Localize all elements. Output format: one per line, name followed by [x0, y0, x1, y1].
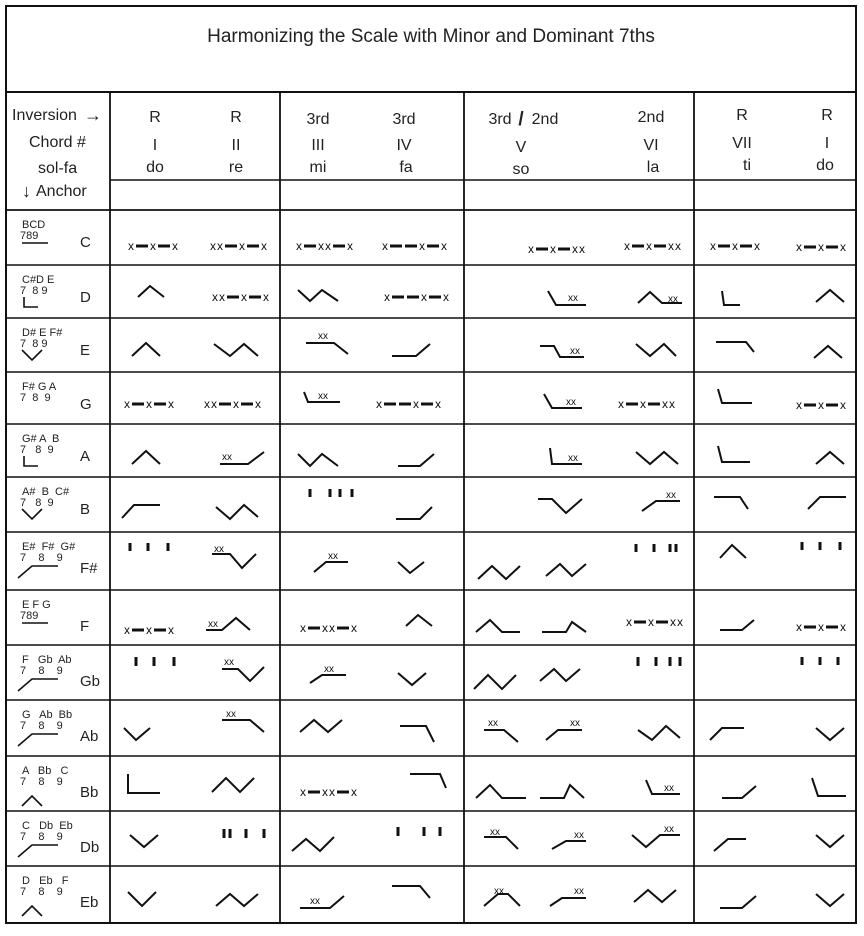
contour-mark: x: [646, 239, 652, 253]
inversion-header: R: [149, 109, 161, 126]
contour-mark: x: [413, 397, 419, 411]
contour-mark: x: [212, 290, 218, 304]
contour-mark: x: [618, 397, 624, 411]
contour-shape: [300, 720, 342, 732]
inversion-header: 2nd: [637, 109, 665, 126]
contour-shape: [122, 505, 160, 518]
contour-mark: x: [325, 239, 331, 253]
contour-shape: [638, 726, 680, 740]
contour-shape: [398, 454, 434, 466]
anchor-numbers: 7 8 9: [20, 497, 54, 509]
contour-mark: x: [754, 239, 760, 253]
contour-shape: [812, 778, 846, 796]
xx-mark: xx: [494, 886, 504, 897]
xx-mark: xx: [490, 827, 500, 838]
xx-mark: xx: [324, 664, 334, 675]
anchor-key: A: [80, 448, 91, 465]
anchor-key: C: [80, 234, 91, 251]
anchor-key: Db: [80, 839, 100, 856]
contour-shape: [396, 507, 432, 519]
contour-mark: x: [168, 623, 174, 637]
contour-shape: [546, 730, 582, 740]
contour-shape: [538, 499, 582, 513]
contour-mark: x: [322, 621, 328, 635]
contour-mark: x: [840, 620, 846, 634]
contour-mark: x: [296, 239, 302, 253]
xx-mark: xx: [574, 830, 584, 841]
contour-shape: [476, 785, 526, 798]
contour-shape: [716, 342, 754, 352]
anchor-notes: E# F# G#: [22, 541, 76, 553]
contour-mark: x: [351, 785, 357, 799]
solfa-syllable: so: [512, 161, 530, 178]
contour-shape: [720, 545, 746, 558]
contour-mark: x: [300, 621, 306, 635]
contour-mark: x: [241, 290, 247, 304]
anchor-numbers: 7 8 9: [20, 552, 63, 564]
anchor-shape-icon: [22, 350, 42, 360]
contour-shape: [398, 673, 426, 685]
anchor-notes: BCD: [22, 219, 46, 231]
anchor-notes: G Ab Bb: [22, 709, 73, 721]
chord-numeral: III: [311, 137, 325, 154]
contour-shape: [298, 290, 338, 301]
contour-mark: x: [640, 397, 646, 411]
contour-shape: [548, 291, 586, 305]
contour-mark: x: [233, 397, 239, 411]
contour-shape: [720, 620, 754, 630]
xx-mark: xx: [328, 551, 338, 562]
anchor-numbers: 7 8 9: [20, 720, 63, 732]
contour-mark: x: [318, 239, 324, 253]
anchor-numbers: 7 8 9: [20, 886, 63, 898]
anchor-notes: A# B C#: [22, 486, 70, 498]
contour-shape: [718, 389, 752, 403]
contour-shape: [314, 562, 348, 572]
contour-shape: [722, 786, 756, 798]
solfa-syllable: la: [646, 159, 660, 176]
contour-mark: x: [168, 397, 174, 411]
chord-numeral: VI: [643, 137, 659, 154]
contour-mark: x: [441, 239, 447, 253]
contour-mark: x: [419, 239, 425, 253]
contour-shape: [222, 667, 264, 681]
contour-mark: x: [124, 397, 130, 411]
inversion-header: 3rd: [306, 111, 330, 128]
contour-shape: [814, 346, 842, 358]
contour-mark: x: [710, 239, 716, 253]
anchor-key: D: [80, 289, 91, 306]
contour-mark: x: [146, 397, 152, 411]
contour-mark: x: [329, 621, 335, 635]
anchor-label: Anchor: [36, 183, 87, 200]
anchor-notes: E F G: [22, 599, 51, 611]
inversion-header: R: [736, 107, 748, 124]
contour-shape: [392, 886, 430, 898]
contour-shape: [410, 774, 446, 788]
xx-mark: xx: [664, 824, 674, 835]
contour-shape: [406, 615, 432, 626]
xx-mark: xx: [666, 490, 676, 501]
contour-shape: [634, 890, 676, 902]
anchor-notes: A Bb C: [22, 765, 69, 777]
page-title: Harmonizing the Scale with Minor and Dominant 7ths: [207, 26, 655, 47]
contour-shape: [392, 344, 430, 356]
anchor-notes: D Eb F: [22, 875, 69, 887]
contour-shape: [310, 675, 346, 683]
xx-mark: xx: [568, 453, 578, 464]
solfa-syllable: ti: [743, 157, 751, 174]
contour-mark: x: [150, 239, 156, 253]
contour-shape: [714, 839, 746, 851]
anchor-shape-icon: [18, 679, 58, 691]
contour-mark: x: [347, 239, 353, 253]
contour-mark: x: [550, 242, 556, 256]
chord-numeral: VII: [732, 135, 752, 152]
inversion-header: R: [821, 107, 833, 124]
contour-mark: x: [670, 615, 676, 629]
contour-shape: [298, 454, 338, 466]
contour-mark: x: [435, 397, 441, 411]
inversion-header: 2nd: [531, 111, 559, 128]
anchor-numbers: 7 8 9: [20, 285, 48, 297]
anchor-shape-icon: [22, 796, 42, 806]
xx-mark: xx: [574, 886, 584, 897]
contour-mark: x: [329, 785, 335, 799]
contour-mark: x: [261, 239, 267, 253]
contour-mark: x: [124, 623, 130, 637]
anchor-shape-icon: [18, 845, 58, 857]
anchor-shape-icon: [22, 509, 42, 519]
contour-shape: [636, 452, 678, 464]
contour-shape: [300, 896, 344, 908]
anchor-notes: F# G A: [22, 381, 57, 393]
solfa-syllable: fa: [399, 159, 413, 176]
contour-shape: [132, 451, 160, 464]
inversion-label: Inversion: [12, 107, 77, 124]
contour-mark: x: [626, 615, 632, 629]
anchor-numbers: 7 8 9: [20, 831, 63, 843]
anchor-notes: D# E F#: [22, 327, 63, 339]
contour-mark: x: [263, 290, 269, 304]
contour-shape: [216, 894, 258, 906]
anchor-shape-icon: [24, 297, 38, 307]
anchor-numbers: 7 8 9: [20, 392, 51, 404]
contour-shape: [710, 728, 744, 740]
contour-shape: [642, 501, 680, 511]
contour-shape: [130, 835, 158, 847]
contour-shape: [544, 394, 582, 408]
chord-numeral: IV: [396, 137, 412, 154]
contour-mark: x: [300, 785, 306, 799]
xx-mark: xx: [664, 783, 674, 794]
contour-mark: x: [648, 615, 654, 629]
contour-shape: [552, 841, 586, 849]
contour-mark: x: [796, 240, 802, 254]
contour-shape: [478, 566, 520, 579]
contour-shape: [398, 562, 424, 573]
contour-shape: [816, 835, 844, 847]
contour-shape: [132, 343, 160, 356]
contour-shape: [292, 837, 334, 851]
contour-shape: [214, 344, 258, 356]
contour-mark: x: [818, 398, 824, 412]
contour-mark: x: [376, 397, 382, 411]
contour-mark: x: [662, 397, 668, 411]
contour-shape: [306, 343, 348, 354]
contour-shape: [816, 894, 844, 906]
chord-numeral: I: [152, 137, 158, 154]
chord-numeral: V: [515, 139, 527, 156]
anchor-notes: C#D E: [22, 274, 55, 286]
contour-shape: [718, 446, 750, 462]
contour-mark: x: [443, 290, 449, 304]
contour-mark: x: [572, 242, 578, 256]
anchor-numbers: 7 8 9: [20, 665, 63, 677]
anchor-notes: F Gb Ab: [22, 654, 72, 666]
xx-mark: xx: [318, 391, 328, 402]
contour-shape: [646, 780, 680, 794]
contour-mark: x: [796, 398, 802, 412]
contour-mark: x: [382, 239, 388, 253]
contour-mark: x: [217, 239, 223, 253]
contour-shape: [476, 620, 520, 632]
xx-mark: xx: [570, 346, 580, 357]
contour-shape: [546, 564, 586, 576]
inversion-header: 3rd: [488, 111, 512, 128]
contour-shape: [400, 726, 434, 742]
contour-mark: x: [421, 290, 427, 304]
contour-mark: x: [172, 239, 178, 253]
contour-mark: x: [239, 239, 245, 253]
anchor-key: Bb: [80, 784, 99, 801]
contour-shape: [550, 898, 586, 906]
contour-shape: [128, 892, 156, 906]
contour-shape: [714, 497, 748, 509]
contour-mark: x: [818, 240, 824, 254]
anchor-numbers: 789: [20, 610, 39, 622]
xx-mark: xx: [488, 718, 498, 729]
contour-mark: x: [668, 239, 674, 253]
contour-shape: [484, 837, 518, 849]
anchor-numbers: 789: [20, 230, 39, 242]
xx-mark: xx: [214, 544, 224, 555]
contour-mark: x: [840, 240, 846, 254]
chord-numeral: II: [231, 137, 241, 154]
solfa-label: sol-fa: [38, 160, 78, 177]
contour-shape: [540, 669, 580, 681]
contour-mark: x: [796, 620, 802, 634]
contour-shape: [222, 720, 264, 732]
contour-shape: [124, 728, 150, 740]
contour-mark: x: [204, 397, 210, 411]
contour-shape: [816, 728, 844, 740]
anchor-shape-icon: [18, 566, 58, 578]
contour-mark: x: [384, 290, 390, 304]
contour-shape: [632, 835, 680, 847]
anchor-notes: G# A B: [22, 433, 60, 445]
contour-mark: x: [528, 242, 534, 256]
contour-shape: [128, 774, 160, 793]
anchor-numbers: 7 8 9: [20, 776, 63, 788]
anchor-key: F: [80, 618, 90, 635]
solfa-syllable: do: [816, 157, 834, 174]
xx-mark: xx: [566, 397, 576, 408]
anchor-shape-icon: [22, 906, 42, 916]
contour-mark: x: [146, 623, 152, 637]
contour-shape: [212, 554, 256, 568]
anchor-key: Eb: [80, 894, 99, 911]
chord-number-label: Chord #: [29, 134, 86, 151]
contour-mark: x: [732, 239, 738, 253]
contour-shape: [484, 730, 518, 742]
xx-mark: xx: [208, 619, 218, 630]
contour-mark: x: [351, 621, 357, 635]
contour-mark: x: [579, 242, 585, 256]
contour-shape: [722, 291, 740, 305]
contour-mark: x: [624, 239, 630, 253]
contour-mark: x: [128, 239, 134, 253]
anchor-numbers: 7 8 9: [20, 444, 54, 456]
solfa-syllable: do: [146, 159, 164, 176]
chord-numeral: I: [824, 135, 830, 152]
xx-mark: xx: [570, 718, 580, 729]
anchor-key: F#: [80, 560, 98, 577]
contour-mark: x: [211, 397, 217, 411]
contour-shape: [216, 505, 258, 519]
contour-mark: x: [669, 397, 675, 411]
contour-mark: x: [818, 620, 824, 634]
anchor-key: G: [80, 396, 92, 413]
anchor-notes: C Db Eb: [22, 820, 73, 832]
contour-mark: x: [219, 290, 225, 304]
inversion-header: R: [230, 109, 242, 126]
xx-mark: xx: [310, 896, 320, 907]
contour-shape: [816, 290, 844, 302]
xx-mark: xx: [222, 452, 232, 463]
anchor-key: Gb: [80, 673, 101, 690]
anchor-shape-icon: [24, 456, 38, 466]
arrow-down-icon: ↓: [22, 181, 31, 201]
xx-mark: xx: [224, 657, 234, 668]
xx-mark: xx: [568, 293, 578, 304]
contour-mark: x: [210, 239, 216, 253]
anchor-key: Ab: [80, 728, 99, 745]
contour-shape: [474, 675, 516, 689]
contour-shape: [816, 452, 844, 464]
arrow-right-icon: →: [84, 105, 102, 125]
contour-shape: [542, 622, 586, 632]
contour-mark: x: [322, 785, 328, 799]
xx-mark: xx: [226, 709, 236, 720]
contour-mark: x: [255, 397, 261, 411]
contour-shape: [720, 896, 756, 908]
contour-mark: x: [675, 239, 681, 253]
xx-mark: xx: [668, 294, 678, 305]
anchor-numbers: 7 8 9: [20, 338, 48, 350]
contour-shape: [540, 785, 584, 798]
solfa-syllable: re: [228, 159, 244, 176]
inversion-separator: /: [518, 109, 524, 130]
solfa-syllable: mi: [309, 159, 327, 176]
contour-shape: [212, 778, 254, 792]
contour-mark: x: [677, 615, 683, 629]
contour-shape: [636, 344, 676, 356]
anchor-key: E: [80, 342, 91, 359]
xx-mark: xx: [318, 331, 328, 342]
anchor-key: B: [80, 501, 91, 518]
contour-mark: x: [840, 398, 846, 412]
inversion-header: 3rd: [392, 111, 416, 128]
contour-shape: [808, 497, 846, 509]
contour-shape: [138, 286, 164, 297]
anchor-shape-icon: [18, 734, 58, 746]
